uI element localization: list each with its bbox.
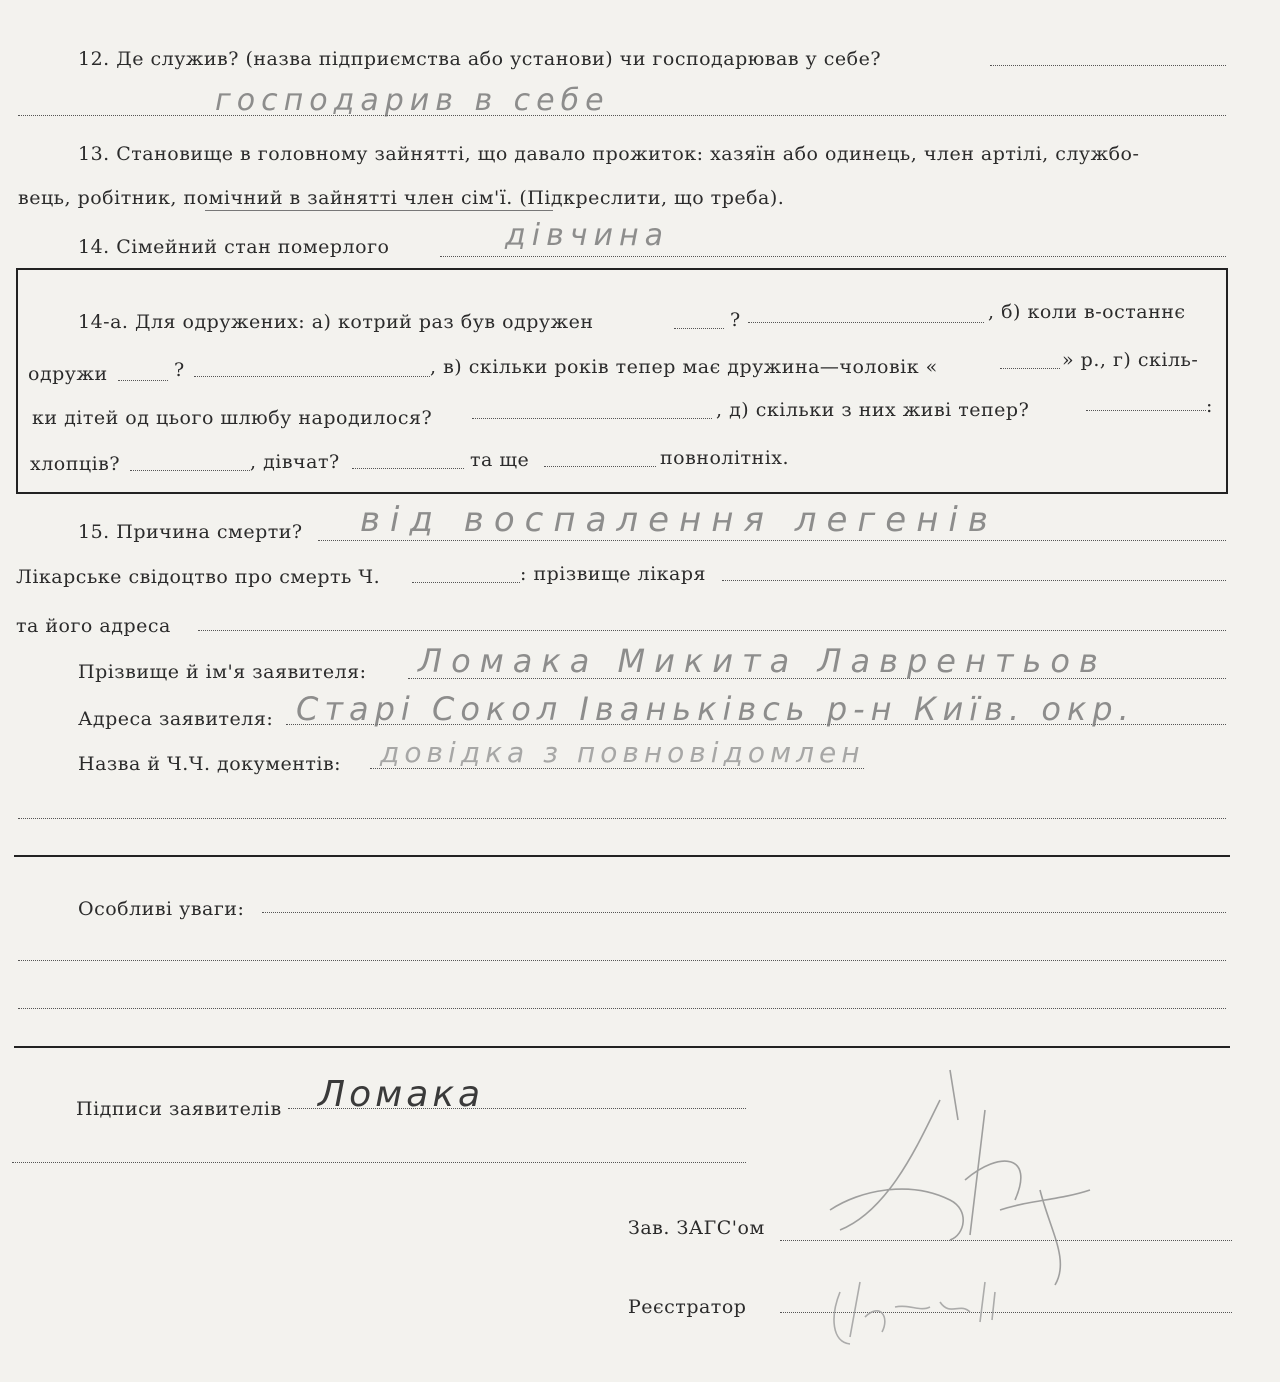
zags-head-label: Зав. ЗАГС'ом: [628, 1217, 765, 1239]
section-divider-1: [14, 855, 1230, 857]
notes-line-2: [18, 960, 1226, 961]
applicant-docs-handwritten: довідка з повновідомлен: [380, 736, 865, 769]
q15-handwritten-answer: від воспалення легенів: [360, 500, 998, 540]
q14a-fill-10: [544, 466, 656, 467]
applicant-docs-label: Назва й Ч.Ч. документів:: [78, 753, 342, 775]
q14a-line3-c: :: [1206, 395, 1213, 417]
registrar-signature: [820, 1262, 1020, 1352]
applicant-address-handwritten: Старі Сокол Іваньківсь р-н Київ. окр.: [296, 690, 1135, 728]
q12-fill-line: [990, 65, 1226, 66]
q12-answer-line: [18, 115, 1226, 116]
applicant-address-label: Адреса заявителя:: [78, 708, 274, 730]
q15-label: 15. Причина смерти?: [78, 521, 303, 543]
q15-fill-line: [318, 540, 1226, 541]
q14-handwritten-answer: дівчина: [505, 218, 669, 253]
doctor-address-line: [198, 630, 1226, 631]
q14a-line2-b: , в) скільки років тепер має дружина—чоловік «: [430, 356, 938, 378]
doctor-certificate-label: Лікарське свідоцтво про смерть Ч.: [16, 566, 381, 588]
notes-line-3: [18, 1008, 1226, 1009]
q14a-line1-a: 14-а. Для одружених: а) котрий раз був одружен: [78, 311, 594, 333]
q12-handwritten-answer: господарив в себе: [215, 83, 610, 118]
q14a-fill-4: [194, 376, 430, 377]
q13-line2: вець, робітник, помічний в зайнятті член сім'ї. (Підкреслити, що треба).: [18, 187, 785, 209]
q14a-fill-9: [352, 468, 464, 469]
q12-label: 12. Де служив? (назва підприємства або установи) чи господарював у себе?: [78, 48, 882, 70]
q14a-line4-c: та ще: [470, 449, 530, 471]
q14a-line1-b: , б) коли в-останнє: [988, 301, 1186, 323]
q14a-fill-1: [674, 328, 724, 329]
q14a-line2-c: » р., г) скіль-: [1062, 349, 1199, 371]
q14a-line3-b: , д) скільки з них живі тепер?: [716, 399, 1030, 421]
q14a-fill-5: [1000, 368, 1060, 369]
q13-underline-mark: [205, 210, 553, 211]
q14-label: 14. Сімейний стан померлого: [78, 236, 390, 258]
q14a-line3-a: ки дітей од цього шлюбу народилося?: [32, 407, 433, 429]
q14a-fill-2: [748, 322, 984, 323]
doctor-name-label: : прізвище лікаря: [520, 563, 707, 585]
applicant-name-handwritten: Ломака Микита Лаврентьов: [418, 642, 1107, 680]
zags-head-signature: [800, 1060, 1110, 1290]
q14a-line2-a: одружи: [28, 363, 108, 385]
q14a-line4-a: хлопців?: [30, 453, 121, 475]
q14a-fill-8: [130, 470, 250, 471]
applicants-signature-label: Підписи заявителів: [76, 1098, 282, 1120]
q14-fill-line: [440, 256, 1226, 257]
docs-extra-line: [18, 818, 1226, 819]
applicant-name-label: Прізвище й ім'я заявителя:: [78, 661, 367, 683]
notes-line-1: [262, 912, 1226, 913]
q14a-line1-q: ?: [730, 309, 741, 331]
q14a-line4-d: повнолітніх.: [660, 447, 790, 469]
q14a-line4-b: , дівчат?: [250, 451, 340, 473]
q13-line1: 13. Становище в головному зайнятті, що давало прожиток: хазяїн або одинець, член артілі, службо-: [78, 143, 1140, 165]
doctor-name-line: [722, 580, 1226, 581]
q14a-fill-3: [118, 380, 168, 381]
notes-label: Особливі уваги:: [78, 898, 245, 920]
applicants-signature-line-2: [12, 1162, 746, 1163]
registrar-label: Реєстратор: [628, 1296, 747, 1318]
q14a-line2-q: ?: [174, 359, 185, 381]
applicants-signature-handwritten: Ломака: [318, 1074, 485, 1115]
q14a-fill-6: [472, 418, 712, 419]
doctor-certificate-number-line: [412, 582, 520, 583]
section-divider-2: [14, 1046, 1230, 1048]
q14a-fill-7: [1086, 410, 1206, 411]
doctor-address-label: та його адреса: [16, 615, 171, 637]
